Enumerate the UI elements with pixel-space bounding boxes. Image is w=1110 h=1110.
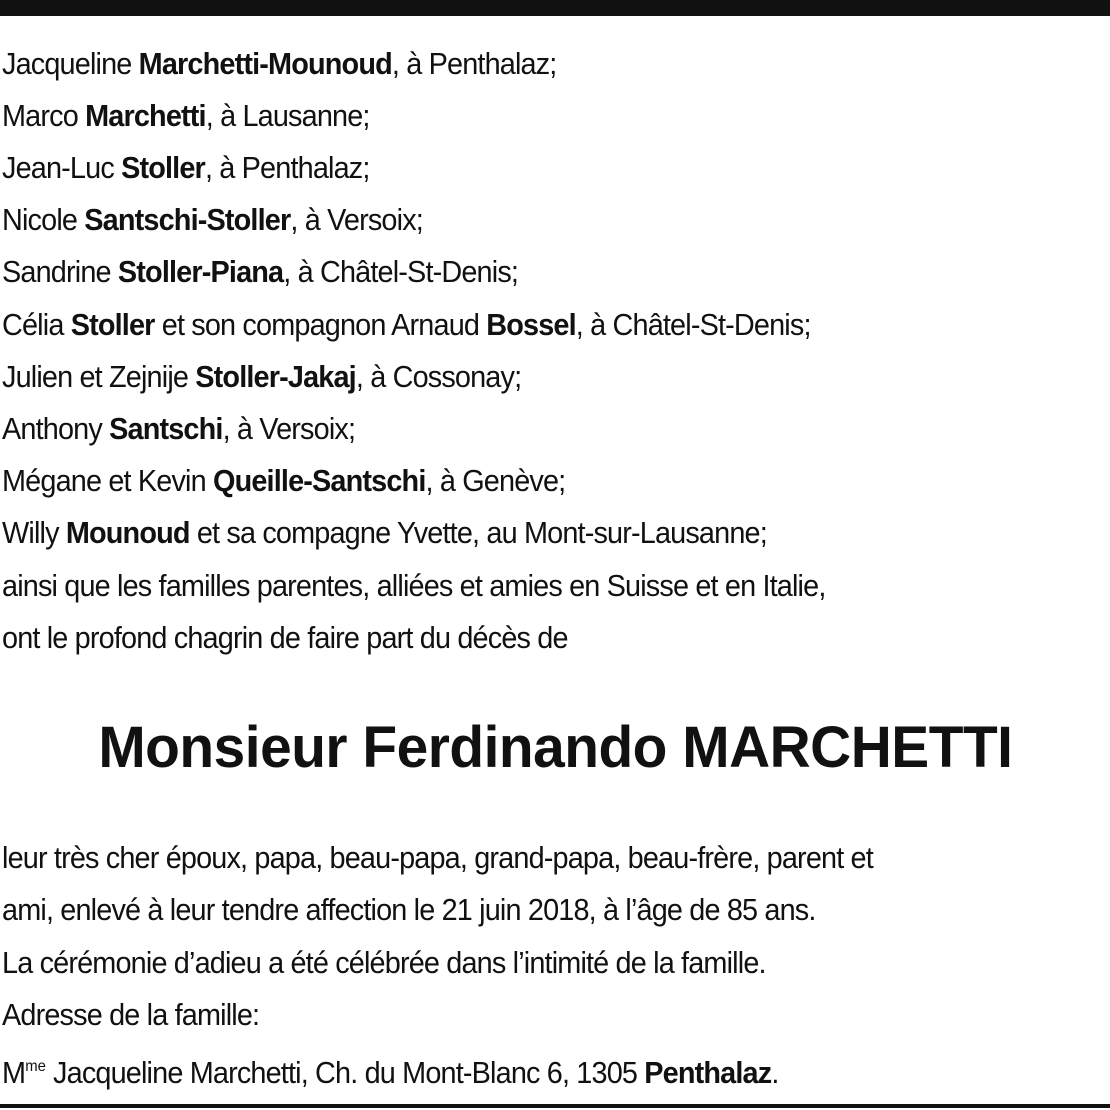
body-line-4: Adresse de la famille:: [2, 997, 260, 1032]
family-line-2: Marco Marchetti, à Lausanne;: [2, 98, 370, 133]
closing-line-1: ainsi que les familles parentes, alliées et amies en Suisse et en Italie,: [2, 568, 826, 603]
family-line-7: Julien et Zejnije Stoller-Jakaj, à Cossonay;: [2, 359, 522, 394]
bottom-rule: [0, 1104, 1110, 1108]
family-line-3: Jean-Luc Stoller, à Penthalaz;: [2, 150, 370, 185]
top-rule: [0, 0, 1110, 16]
family-line-10: Willy Mounoud et sa compagne Yvette, au Mont-sur-Lausanne;: [2, 515, 767, 550]
closing-line-2: ont le profond chagrin de faire part du décès de: [2, 620, 568, 655]
family-line-8: Anthony Santschi, à Versoix;: [2, 411, 356, 446]
family-line-9: Mégane et Kevin Queille-Santschi, à Genève;: [2, 463, 566, 498]
family-address: $M^{me}$ Jacqueline Marchetti, Ch. du Mont-Blanc 6, 1305 Penthalaz.: [2, 1055, 779, 1090]
family-line-1: Jacqueline Marchetti-Mounoud, à Penthalaz;: [2, 46, 557, 81]
body-line-2: ami, enlevé à leur tendre affection le 21 juin 2018, à l’âge de 85 ans.: [2, 892, 816, 927]
body-line-3: La cérémonie d’adieu a été célébrée dans l’intimité de la famille.: [2, 945, 766, 980]
deceased-name: Monsieur Ferdinando MARCHETTI: [97, 715, 1013, 780]
family-line-4: Nicole Santschi-Stoller, à Versoix;: [2, 202, 423, 237]
family-line-6: Célia Stoller et son compagnon Arnaud Bossel, à Châtel-St-Denis;: [2, 307, 811, 342]
body-line-1: leur très cher époux, papa, beau-papa, grand-papa, beau-frère, parent et: [2, 840, 873, 875]
family-line-5: Sandrine Stoller-Piana, à Châtel-St-Denis;: [2, 254, 519, 289]
